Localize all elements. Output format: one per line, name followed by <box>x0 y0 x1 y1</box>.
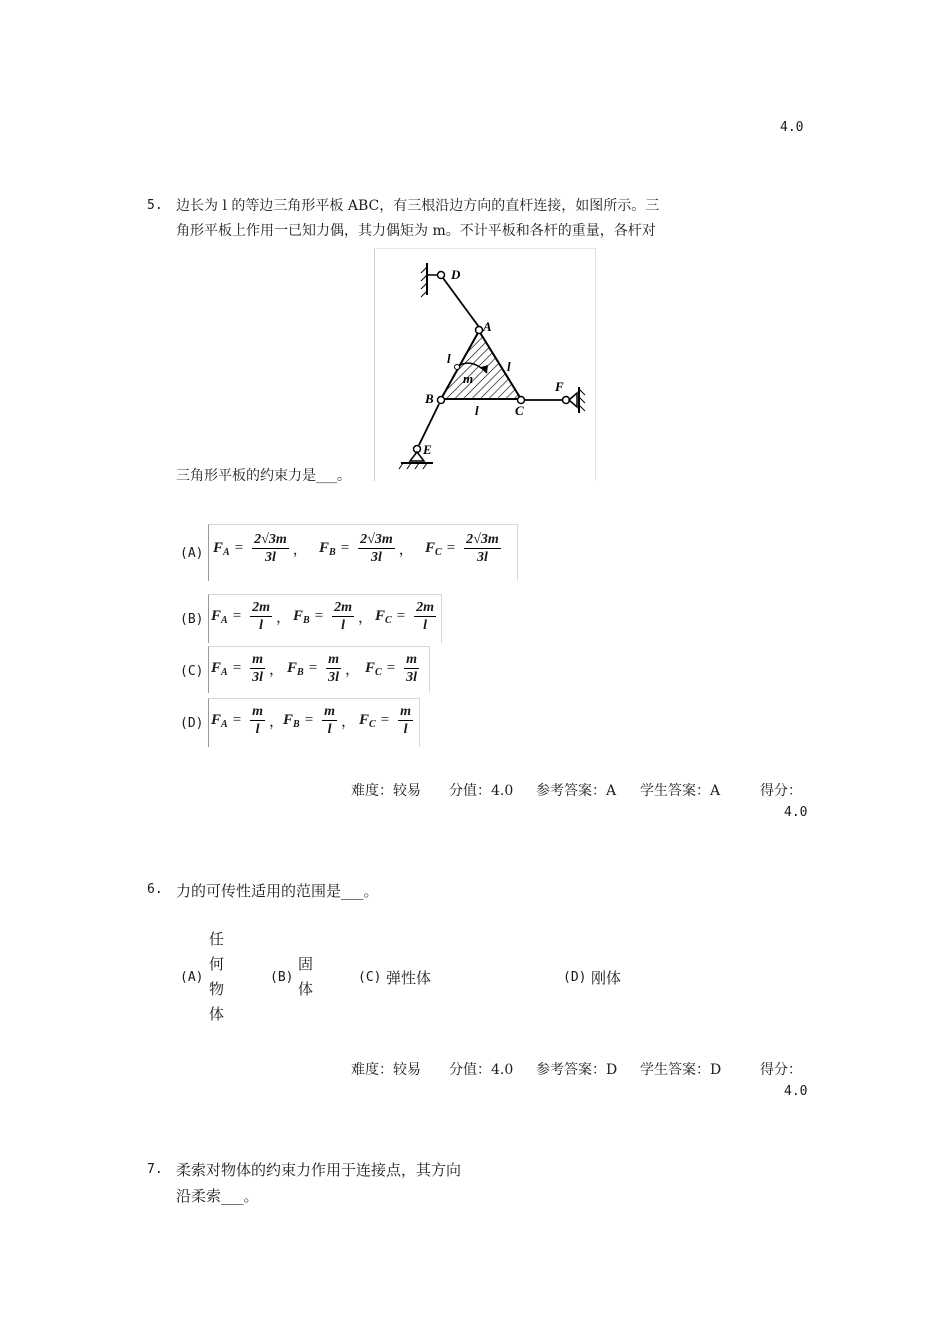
label-m: m <box>463 371 474 386</box>
label-a: A <box>483 319 492 334</box>
option-c-formula[interactable] <box>208 646 430 693</box>
option-c-text[interactable]: 弹性体 <box>386 969 432 987</box>
points: 分值：4.0 <box>449 783 514 799</box>
score-value: 4.0 <box>784 805 808 820</box>
difficulty: 难度：较易 <box>351 783 421 799</box>
question-text-line1: 边长为 l 的等边三角形平板 ABC，有三根沿边方向的直杆连接，如图所示。三 <box>176 198 660 214</box>
support-d <box>421 263 445 297</box>
option-d-formula[interactable] <box>208 698 420 747</box>
formula-term: F C = $\frac{2√3m}{3l}$ <box>425 532 499 565</box>
label-l-bottom: l <box>475 403 479 418</box>
student-answer: 学生答案：D <box>640 1062 722 1078</box>
question-text-line2: 角形平板上作用一已知力偶，其力偶矩为 m。不计平板和各杆的重量，各杆对 <box>176 223 656 239</box>
label-l-left: l <box>447 351 451 366</box>
support-f <box>563 387 586 413</box>
formula-term: F A = $\frac{m}{3l}$ ， <box>211 652 285 685</box>
formula-term: F C = $\frac{2m}{l}$ <box>375 600 435 633</box>
formula-term: F C = $\frac{m}{l}$ <box>359 704 412 737</box>
option-d-text[interactable]: 刚体 <box>591 969 622 987</box>
option-d-label[interactable]: (D) <box>180 716 204 731</box>
formula-term: F B = $\frac{2√3m}{3l}$ ， <box>319 532 414 565</box>
formula-term: F C = $\frac{m}{3l}$ <box>365 652 418 685</box>
option-b-text[interactable]: 固 体 <box>298 955 314 998</box>
label-c: C <box>515 403 524 418</box>
triangle-plate-figure <box>374 248 596 481</box>
score-value: 4.0 <box>784 1084 808 1099</box>
option-a-text[interactable]: 任 何 物 体 <box>209 930 225 1023</box>
reference-answer: 参考答案：A <box>536 783 617 799</box>
label-e: E <box>423 442 432 457</box>
question-number: 7. <box>147 1162 163 1177</box>
option-b-label[interactable]: (B) <box>270 970 294 985</box>
question-text: 力的可传性适用的范围是___。 <box>176 882 379 900</box>
score-label: 得分： <box>760 1062 802 1078</box>
question-number: 5. <box>147 198 163 213</box>
question-text-line1: 柔索对物体的约束力作用于连接点，其方向 <box>176 1161 462 1179</box>
difficulty: 难度：较易 <box>351 1062 421 1078</box>
formula-term: F B = $\frac{m}{3l}$ ， <box>287 652 361 685</box>
option-a-formula[interactable] <box>208 524 518 581</box>
question-text-line2: 沿柔索___。 <box>176 1187 259 1205</box>
option-d-label[interactable]: (D) <box>563 970 587 985</box>
formula-term: F A = $\frac{m}{l}$ ， <box>211 704 285 737</box>
label-l-right: l <box>507 359 511 374</box>
option-a-label[interactable]: (A) <box>180 546 204 561</box>
option-a-label[interactable]: (A) <box>180 970 204 985</box>
option-c-label[interactable]: (C) <box>358 970 382 985</box>
question-text-line3: 三角形平板的约束力是___。 <box>176 468 351 484</box>
points: 分值：4.0 <box>449 1062 514 1078</box>
triangle-plate-diagram <box>375 249 595 481</box>
previous-score: 4.0 <box>780 120 804 135</box>
formula-term: F A = $\frac{2√3m}{3l}$ ， <box>213 532 308 565</box>
option-b-label[interactable]: (B) <box>180 612 204 627</box>
question-number: 6. <box>147 882 163 897</box>
label-d: D <box>451 267 461 282</box>
formula-term: F B = $\frac{m}{l}$ ， <box>283 704 357 737</box>
option-c-label[interactable]: (C) <box>180 664 204 679</box>
student-answer: 学生答案：A <box>640 783 721 799</box>
score-label: 得分： <box>760 783 802 799</box>
rod-da <box>443 278 479 327</box>
rod-be <box>419 404 439 445</box>
label-b: B <box>425 391 434 406</box>
formula-term: F A = $\frac{2m}{l}$ ， <box>211 600 292 633</box>
reference-answer: 参考答案：D <box>536 1062 618 1078</box>
label-f: F <box>555 379 564 394</box>
option-b-formula[interactable] <box>208 594 442 643</box>
formula-term: F B = $\frac{2m}{l}$ ， <box>293 600 374 633</box>
